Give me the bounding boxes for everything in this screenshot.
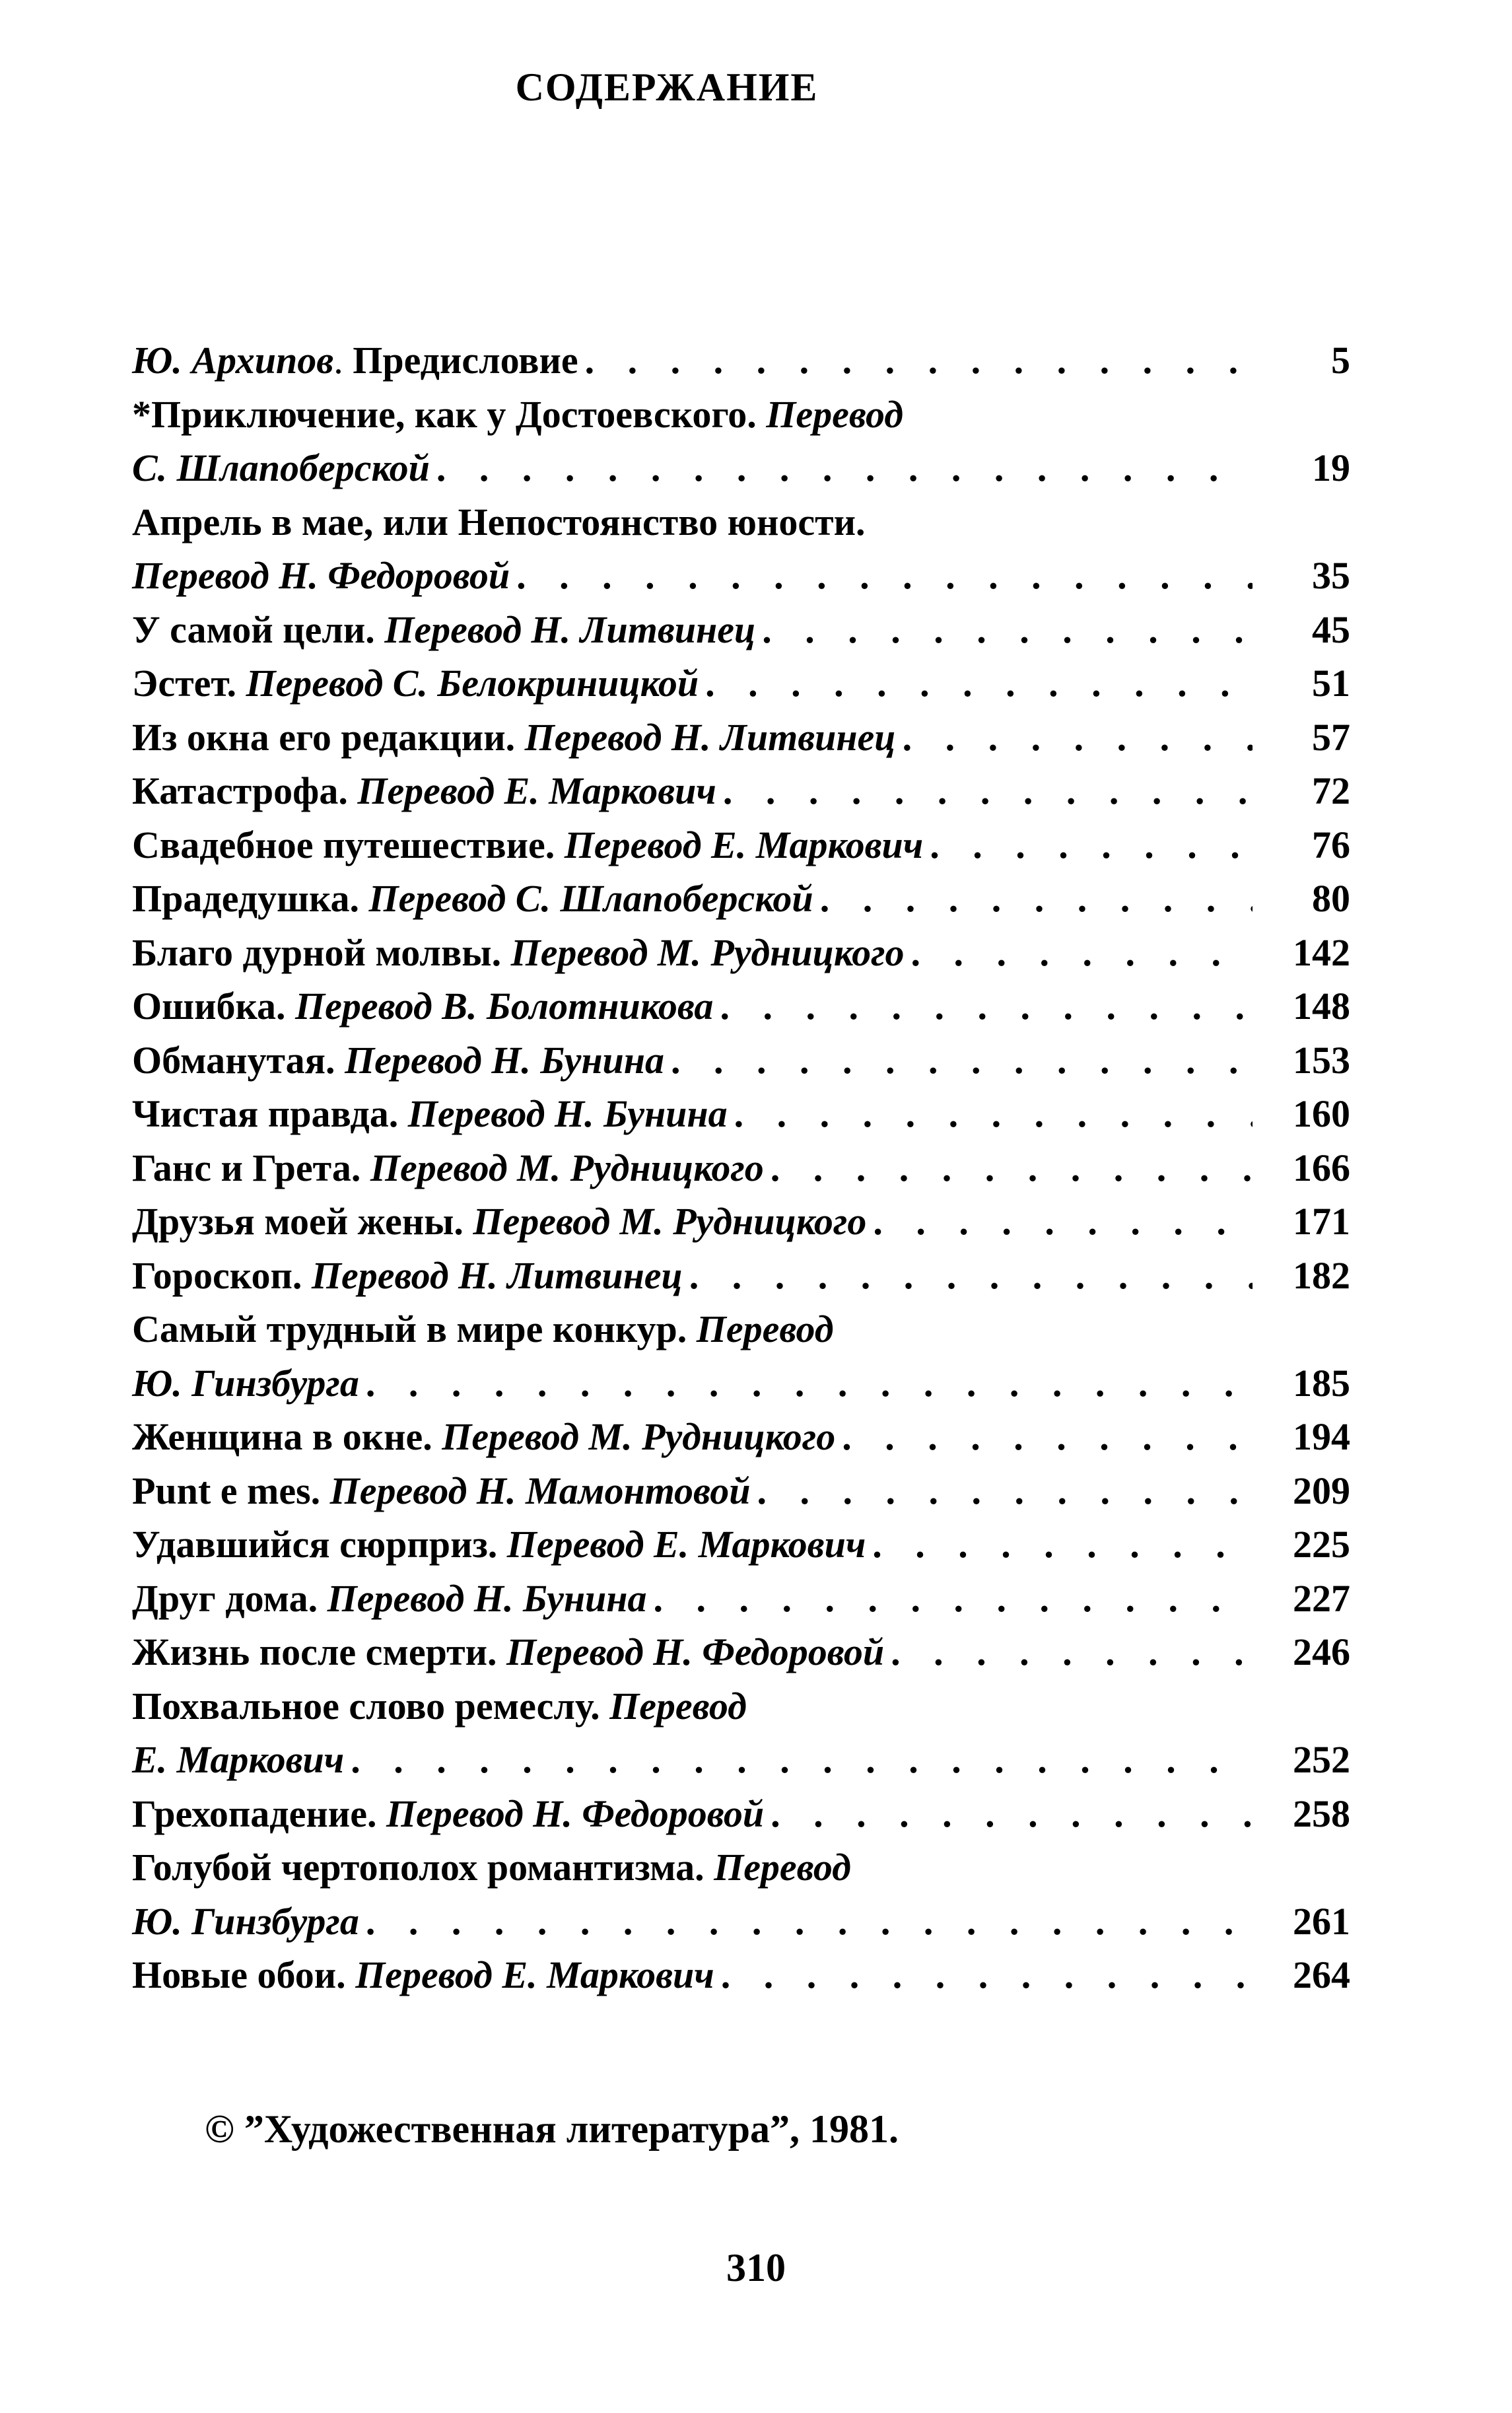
page-number: 310 [726, 2246, 786, 2290]
toc-entry-text [132, 1302, 834, 1356]
dot-leader [721, 1948, 1253, 2002]
dot-leader [911, 926, 1253, 980]
toc-entry [132, 979, 1350, 1033]
toc-translator: Перевод Е. Маркович [506, 1523, 866, 1566]
toc-translator: Перевод Н. Федоровой [386, 1792, 765, 1835]
toc-page-number: 57 [1312, 715, 1350, 759]
toc-entry [132, 1572, 1350, 1626]
toc-entry-text [132, 1033, 664, 1088]
toc-page-number: 72 [1312, 769, 1350, 812]
toc-translator: Перевод Н. Литвинец [524, 715, 896, 759]
dot-leader [654, 1572, 1253, 1626]
toc-translator: Перевод [609, 1684, 747, 1728]
toc-entry-text [132, 441, 430, 495]
toc-entry [132, 1249, 1350, 1303]
dot-leader [757, 1464, 1253, 1518]
toc-entry [132, 818, 1350, 872]
toc-page-number: 80 [1312, 877, 1350, 920]
toc-entry [132, 333, 1350, 388]
toc-entry [132, 441, 1350, 495]
toc-entry [132, 1518, 1350, 1572]
toc-entry-text [132, 711, 896, 765]
toc-entry [132, 388, 1350, 442]
toc-entry-text [132, 549, 510, 603]
toc-entry [132, 1356, 1350, 1411]
toc-entry [132, 1302, 1350, 1356]
toc-entry [132, 1840, 1350, 1895]
toc-page-number: 35 [1312, 554, 1350, 597]
toc-entry [132, 1410, 1350, 1464]
toc-page-number: 264 [1293, 1953, 1350, 1996]
toc-translator: Перевод В. Болотникова [295, 985, 714, 1028]
toc-page-number: 153 [1293, 1038, 1350, 1082]
dot-leader [930, 818, 1253, 872]
toc-page-number: 182 [1293, 1253, 1350, 1297]
dot-leader [762, 603, 1253, 657]
dot-leader [771, 1141, 1253, 1195]
dot-leader [720, 979, 1253, 1033]
dot-leader [366, 1895, 1253, 1949]
toc-translator: Перевод М. Рудницкого [370, 1146, 764, 1189]
toc-entry-text [132, 818, 923, 872]
dot-leader [351, 1733, 1253, 1787]
dot-leader [689, 1249, 1253, 1303]
toc-title: Предисловие [353, 339, 578, 382]
toc-entry-text [132, 1895, 359, 1949]
toc-title: Женщина в окне. [132, 1415, 442, 1458]
toc-title: Из окна его редакции. [132, 715, 525, 759]
toc-title: Апрель в мае, или Непостоянство юности. [132, 500, 866, 543]
toc-translator: Перевод С. Шлапоберской [368, 877, 813, 920]
toc-entry [132, 549, 1350, 603]
dot-leader [872, 1518, 1253, 1572]
dot-leader [516, 549, 1253, 603]
toc-entry-text [132, 1249, 683, 1303]
toc-page-number: 246 [1293, 1630, 1350, 1673]
toc-title: Удавшийся сюрприз. [132, 1523, 507, 1566]
toc-page-number: 76 [1312, 823, 1350, 866]
toc-page-number: 166 [1293, 1146, 1350, 1189]
toc-entry [132, 1733, 1350, 1787]
toc-entry [132, 1895, 1350, 1949]
toc-entry-text [132, 1840, 851, 1895]
toc-page-number: 225 [1293, 1523, 1350, 1566]
toc-page-number: 185 [1293, 1361, 1350, 1405]
toc-entry-text [132, 603, 755, 657]
toc-entry [132, 656, 1350, 711]
toc-title: Друг дома. [132, 1576, 327, 1620]
toc-page-number: 194 [1293, 1415, 1350, 1458]
toc-translator: Перевод Н. Бунина [345, 1038, 664, 1082]
dot-leader [873, 1195, 1253, 1249]
toc-entry-text [132, 495, 866, 549]
toc-entry [132, 1087, 1350, 1141]
toc-translator: Перевод Н. Федоровой [132, 554, 510, 597]
toc-separator: . [333, 339, 353, 382]
toc-entry [132, 1625, 1350, 1679]
toc-title: Свадебное путешествие. [132, 823, 565, 866]
toc-translator: Перевод М. Рудницкого [442, 1415, 836, 1458]
toc-entry-text [132, 764, 716, 818]
toc-title: Катастрофа. [132, 769, 358, 812]
toc-page-number: 5 [1331, 339, 1350, 382]
dot-leader [820, 872, 1253, 926]
toc-entry [132, 495, 1350, 549]
toc-title: Друзья моей жены. [132, 1200, 473, 1243]
toc-page-number: 19 [1312, 446, 1350, 489]
toc-entry-text [132, 333, 578, 388]
toc-translator: Перевод Н. Бунина [327, 1576, 647, 1620]
toc-title: Гороскоп. [132, 1253, 312, 1297]
dot-leader [903, 711, 1253, 765]
dot-leader [771, 1787, 1253, 1841]
toc-page-number: 45 [1312, 608, 1350, 651]
toc-title: Самый трудный в мире конкур. [132, 1308, 697, 1350]
toc-page-number: 258 [1293, 1792, 1350, 1835]
toc-title: Жизнь после смерти. [132, 1630, 507, 1673]
toc-title: Грехопадение. [132, 1792, 386, 1835]
toc-translator: Перевод С. Белокриницкой [246, 662, 699, 705]
toc-page-number: 160 [1293, 1092, 1350, 1135]
toc-entry-text [132, 872, 813, 926]
toc-entry-text [132, 1518, 866, 1572]
toc-translator: Перевод Н. Литвинец [384, 608, 756, 651]
copyright-notice: © ”Художественная литература”, 1981. [205, 2107, 899, 2151]
dot-leader [366, 1356, 1253, 1411]
toc-title: Эстет. [132, 662, 246, 705]
toc-page-number: 227 [1293, 1576, 1350, 1620]
toc-page-number: 148 [1293, 985, 1350, 1028]
toc-title: Похвальное слово ремеслу. [132, 1684, 610, 1728]
toc-translator: Перевод Е. Маркович [564, 823, 924, 866]
dot-leader [891, 1625, 1253, 1679]
toc-title: Прадедушка. [132, 877, 369, 920]
toc-translator: Перевод [696, 1308, 834, 1350]
toc-translator: Перевод Е. Маркович [355, 1953, 714, 1996]
toc-translator: Перевод Н. Федоровой [506, 1630, 885, 1673]
toc-translator: Перевод [714, 1846, 851, 1889]
toc-title: Punt e mes. [132, 1469, 330, 1512]
toc-title: Голубой чертополох романтизма. [132, 1846, 714, 1889]
toc-entry [132, 603, 1350, 657]
dot-leader [436, 441, 1253, 495]
toc-translator: Е. Маркович [132, 1738, 345, 1781]
toc-translator: Перевод [766, 392, 904, 436]
toc-entry [132, 1679, 1350, 1733]
toc-entry-text [132, 1787, 764, 1841]
dot-leader [842, 1410, 1253, 1464]
toc-entry [132, 926, 1350, 980]
toc-entry [132, 1787, 1350, 1841]
toc-title: Обманутая. [132, 1038, 345, 1082]
toc-translator: Перевод Е. Маркович [357, 769, 716, 812]
toc-title: Ганс и Грета. [132, 1146, 370, 1189]
toc-translator: Перевод Н. Бунина [407, 1092, 728, 1135]
toc-translator: Ю. Гинзбурга [132, 1899, 359, 1943]
toc-title: Ошибка. [132, 985, 296, 1028]
table-of-contents [132, 333, 1350, 2002]
toc-entry-text [132, 1733, 344, 1787]
toc-page-number: 261 [1293, 1899, 1350, 1943]
toc-title: *Приключение, как у Достоевского. [132, 392, 767, 436]
toc-entry [132, 872, 1350, 926]
toc-entry-text [132, 1572, 647, 1626]
dot-leader [671, 1033, 1253, 1088]
toc-author: Ю. Архипов [132, 339, 334, 382]
toc-entry-text [132, 1948, 714, 2002]
toc-entry-text [132, 1625, 884, 1679]
toc-entry [132, 711, 1350, 765]
toc-title: Чистая правда. [132, 1092, 408, 1135]
toc-translator: Перевод Н. Мамонтовой [329, 1469, 751, 1512]
toc-entry [132, 1948, 1350, 2002]
toc-entry-text [132, 1141, 764, 1195]
toc-entry-text [132, 1679, 747, 1733]
toc-translator: Перевод Н. Литвинец [311, 1253, 683, 1297]
toc-page-number: 142 [1293, 930, 1350, 974]
toc-page-number: 171 [1293, 1200, 1350, 1243]
dot-leader [723, 764, 1253, 818]
toc-entry [132, 1141, 1350, 1195]
toc-entry [132, 1464, 1350, 1518]
toc-title: У самой цели. [132, 608, 385, 651]
toc-entry-text [132, 926, 905, 980]
toc-entry-text [132, 656, 699, 711]
toc-entry-text [132, 388, 903, 442]
toc-translator: С. Шлапоберской [132, 446, 430, 489]
toc-entry [132, 764, 1350, 818]
toc-entry-text [132, 1195, 866, 1249]
toc-page-number: 252 [1293, 1738, 1350, 1781]
toc-page-number: 209 [1293, 1469, 1350, 1512]
toc-translator: Ю. Гинзбурга [132, 1361, 359, 1405]
toc-entry-text [132, 1087, 728, 1141]
toc-page-number: 51 [1312, 662, 1350, 705]
toc-entry-text [132, 1356, 359, 1411]
toc-entry-text [132, 1464, 750, 1518]
toc-entry [132, 1033, 1350, 1088]
dot-leader [585, 333, 1253, 388]
toc-entry-text [132, 1410, 835, 1464]
toc-translator: Перевод М. Рудницкого [473, 1200, 867, 1243]
toc-translator: Перевод М. Рудницкого [510, 930, 905, 974]
toc-entry-text [132, 979, 713, 1033]
page-title: СОДЕРЖАНИЕ [515, 65, 819, 109]
dot-leader [705, 656, 1253, 711]
toc-title: Благо дурной молвы. [132, 930, 511, 974]
toc-entry [132, 1195, 1350, 1249]
toc-title: Новые обои. [132, 1953, 356, 1996]
dot-leader [734, 1087, 1253, 1141]
